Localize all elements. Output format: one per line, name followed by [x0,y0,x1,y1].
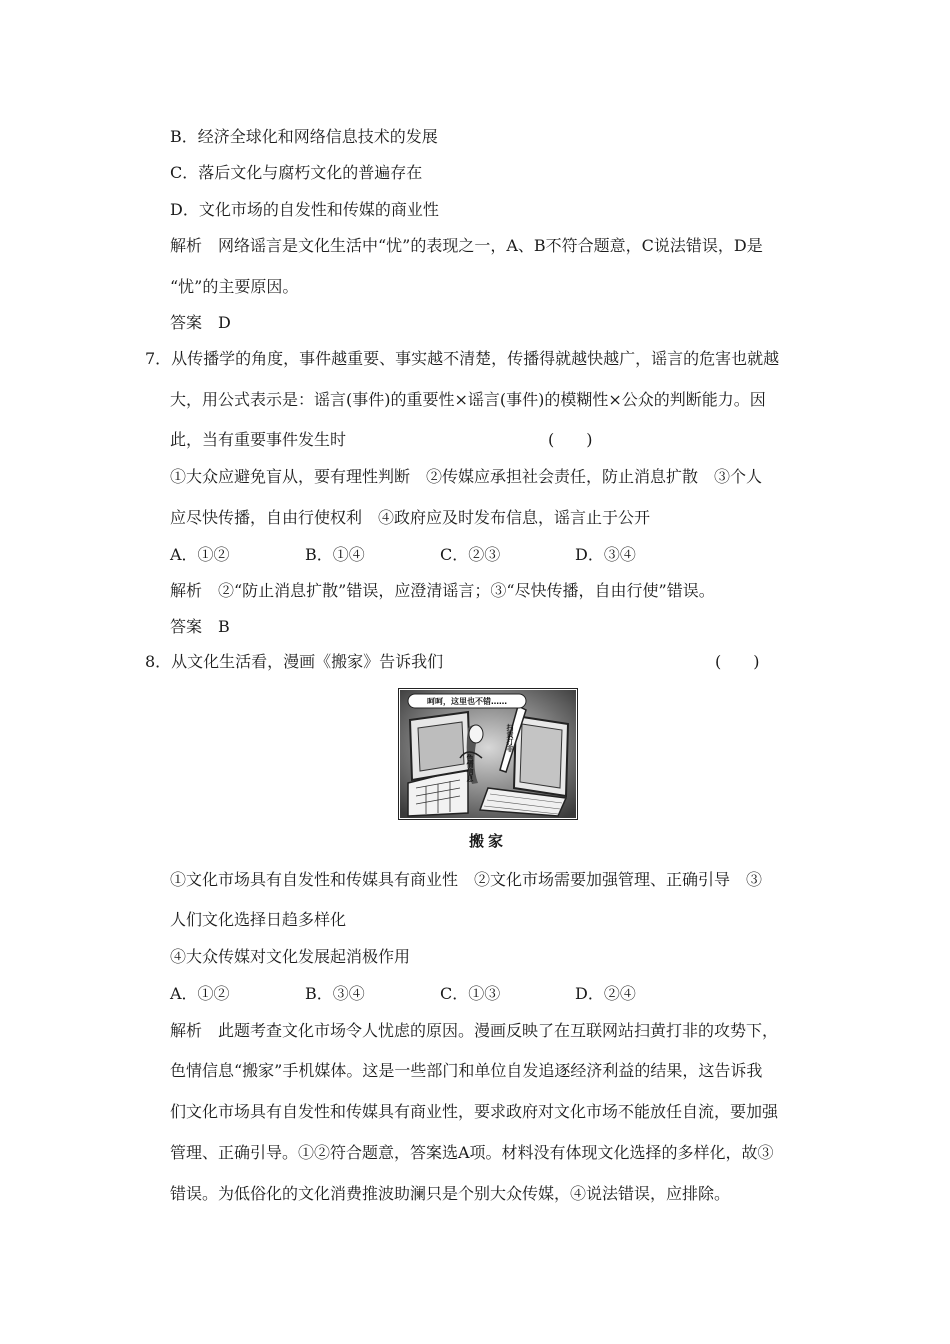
q7-option-c: C．②③ [440,545,501,564]
q8-option-b: B．③④ [305,984,365,1003]
q8-option-d: D．②④ [575,984,636,1003]
q7-options [170,545,810,565]
q8-statements-line-2: 人们文化选择日趋多样化 [170,910,347,929]
q6-option-d: D．文化市场的自发性和传媒的商业性 [170,200,439,219]
speech-bubble-text: 呵呵，这里也不错…… [427,697,507,706]
q7-option-d: D．③④ [575,545,636,564]
q7-answer: 答案 B [170,617,230,636]
q7-option-b: B．①④ [305,545,365,564]
monitor-left-screen [418,722,464,771]
q6-answer: 答案 D [170,313,231,332]
q8-analysis-line-4: 管理、正确引导。①②符合题意，答案选A项。材料没有体现文化选择的多样化，故③ [170,1143,774,1162]
q8-statements-line-3: ④大众传媒对文化发展起消极作用 [170,947,411,966]
q8-stem-line-1 [145,652,785,672]
q6-option-c: C．落后文化与腐朽文化的普遍存在 [170,163,423,182]
cartoon-caption: 搬家 [468,832,507,850]
q6-analysis-line-1: 解析 网络谣言是文化生活中“忧”的表现之一，A、B不符合题意，C说法错误，D是 [170,236,763,255]
q8-analysis-line-5: 错误。为低俗化的文化消费推波助澜只是个别大众传媒，④说法错误，应排除。 [170,1184,731,1203]
q7-stem-line-1: 7．从传播学的角度，事件越重要、事实越不清楚，传播得就越快越广，谣言的危害也就越 [145,349,780,368]
q8-options [170,984,810,1004]
q7-answer-blank: ( ) [548,430,593,449]
q7-statements-line-1: ①大众应避免盲从，要有理性判断 ②传媒应承担社会责任，防止消息扩散 ③个人 [170,467,763,486]
q7-stem-line-3 [170,430,810,450]
cartoon-label-right: 扫黄打非 [506,724,514,752]
q8-analysis-line-3: 们文化市场具有自发性和传媒具有商业性，要求政府对文化市场不能放任自流，要加强 [170,1102,779,1121]
q7-statements-line-2: 应尽快传播，自由行使权利 ④政府应及时发布信息，谣言止于公开 [170,508,651,527]
q7-stem-text: 此，当有重要事件发生时 [170,430,347,449]
q7-option-a: A．①② [170,545,230,564]
cartoon-label-left: 色情信息 [466,754,474,782]
q6-option-b: B．经济全球化和网络信息技术的发展 [170,127,438,146]
q7-analysis: 解析 ②“防止消息扩散”错误，应澄清谣言；③“尽快传播，自由行使”错误。 [170,581,715,600]
cartoon-moving-house [398,688,578,820]
figure-head [469,725,483,743]
q8-answer-blank: ( ) [715,652,760,671]
q8-analysis-line-1: 解析 此题考查文化市场令人忧虑的原因。漫画反映了在互联网站扫黄打非的攻势下， [170,1021,779,1040]
q7-stem-line-2: 大，用公式表示是：谣言(事件)的重要性×谣言(事件)的模糊性×公众的判断能力。因 [170,390,766,409]
q8-stem-text: 8．从文化生活看，漫画《搬家》告诉我们 [145,652,444,671]
q8-statements-line-1: ①文化市场具有自发性和传媒具有商业性 ②文化市场需要加强管理、正确引导 ③ [170,870,763,889]
q8-option-a: A．①② [170,984,230,1003]
q8-option-c: C．①③ [440,984,501,1003]
q6-analysis-line-2: “忧”的主要原因。 [170,277,299,296]
monitor-right-screen [520,724,562,788]
q8-analysis-line-2: 色情信息“搬家”手机媒体。这是一些部门和单位自发追逐经济利益的结果，这告诉我 [170,1061,763,1080]
